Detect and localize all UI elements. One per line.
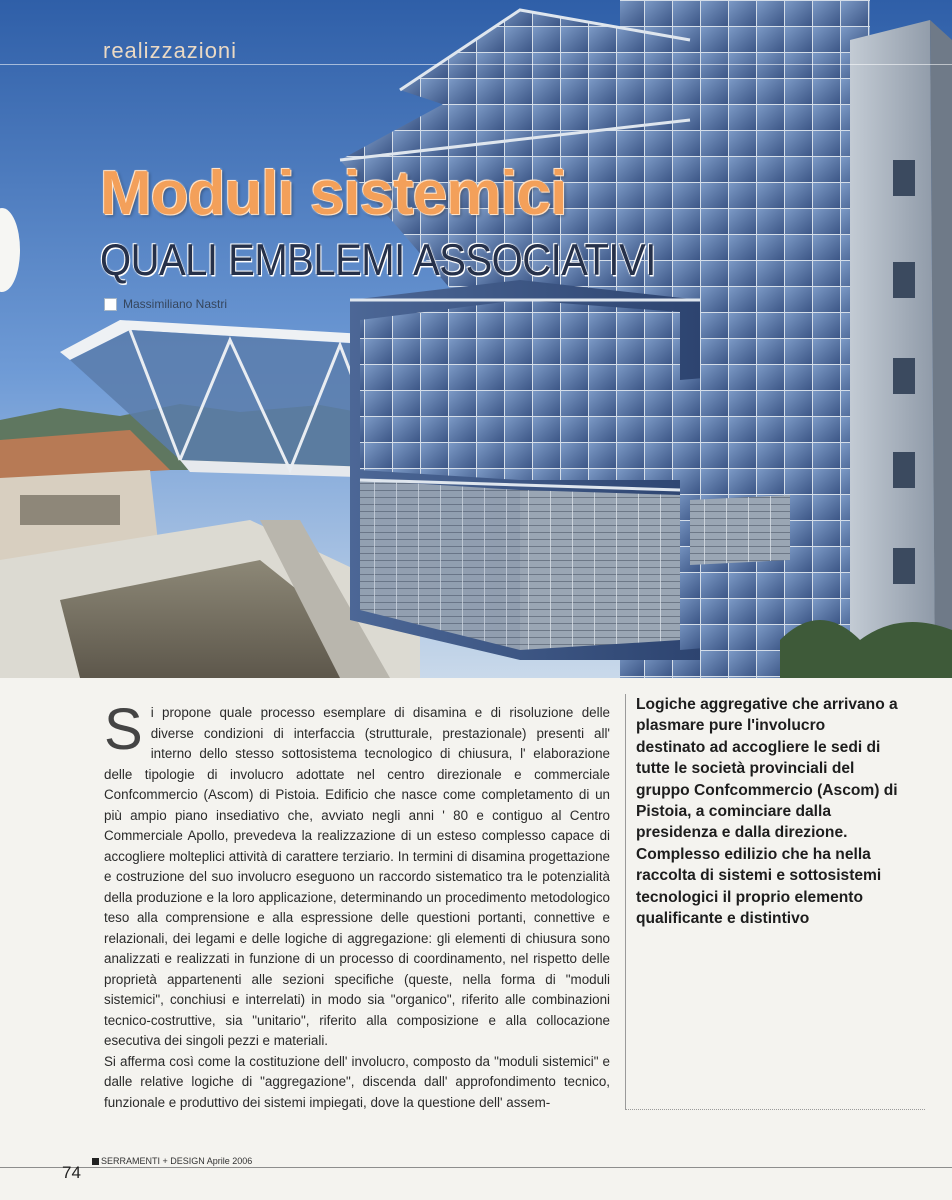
article-paragraph: Si afferma così come la costituzione dell' involucro, composto da "moduli sistemici" e dalle relative logiche di "aggregazione", discenda dall' approfondimento tecnico, funzionale e produttivo dei sistemi impiegati, dove la questione dell' assem- — [104, 1053, 610, 1110]
article-body — [104, 697, 610, 1113]
byline — [104, 297, 227, 311]
byline-square-icon — [104, 298, 117, 311]
pull-quote-box — [625, 694, 925, 1110]
page-title: Moduli sistemici — [100, 159, 567, 228]
magazine-block-icon — [92, 1158, 99, 1165]
author-name: Massimiliano Nastri — [123, 297, 228, 311]
section-rule — [0, 64, 952, 65]
pull-quote-text: Logiche aggregative che arrivano a plasmare pure l'involucro destinato ad accogliere le sedi di tutte le società provinciali del gruppo Confcommercio (Ascom) di Pistoia, a cominciare dalla presidenza e dalla direzione. Complesso edilizio che ha nella raccolta di sistemi e sottosistemi tecnologici il proprio elemento qualificante e distintivo — [636, 696, 898, 928]
drop-cap: S — [104, 697, 143, 762]
paragraph-1-text: i propone quale processo esemplare di disamina e di risoluzione delle diverse condizioni di interfaccia (strutturale, prestazionale) presenti all' interno dello stesso sottosistema tecnologico di chiusura, l' elaborazione delle tipologie di involucro adottate nel centro direzionale e commerciale Confcommercio (Ascom) di Pistoia. Edificio che nasce come completamento di un più ampio piano insediativo che, avviato negli anni ' 80 e contiguo al Centro Commerciale Apollo, prevedeva la realizzazione di un esteso complesso capace di accogliere molteplici attività di carattere terziario. In termini di disamina progettazione e costruzione del suo involucro eseguono un raccordo sistematico tra le potenzialità della produzione e la loro applicazione, determinando un procedimento metodologico teso alla comprensione e alla espressione delle questioni portanti, connettive e relazionali, dei legami e delle logiche di aggregazione: gli elementi di chiusura sono analizzati e realizzati in funzione di un processo di coordinamento, nel rispetto delle proprietà appartenenti alle sezioni specifiche (queste, nella forma di "moduli sistemici", conchiusi e interrelati) in modo sia "organico", riferito alle combinazioni tecnico-costruttive, sia "unitario", riferito alla composizione e alla collocazione esecutiva dei singoli pezzi e materiali. — [104, 705, 610, 1048]
page-subtitle: QUALI EMBLEMI ASSOCIATIVI — [100, 236, 656, 286]
magazine-issue: SERRAMENTI + DESIGN Aprile 2006 — [101, 1156, 253, 1166]
article-paragraph — [104, 697, 610, 1052]
footer-magazine — [92, 1156, 252, 1166]
footer-rule — [0, 1167, 952, 1168]
section-label: realizzazioni — [103, 38, 238, 63]
page-number: 74 — [62, 1163, 81, 1182]
